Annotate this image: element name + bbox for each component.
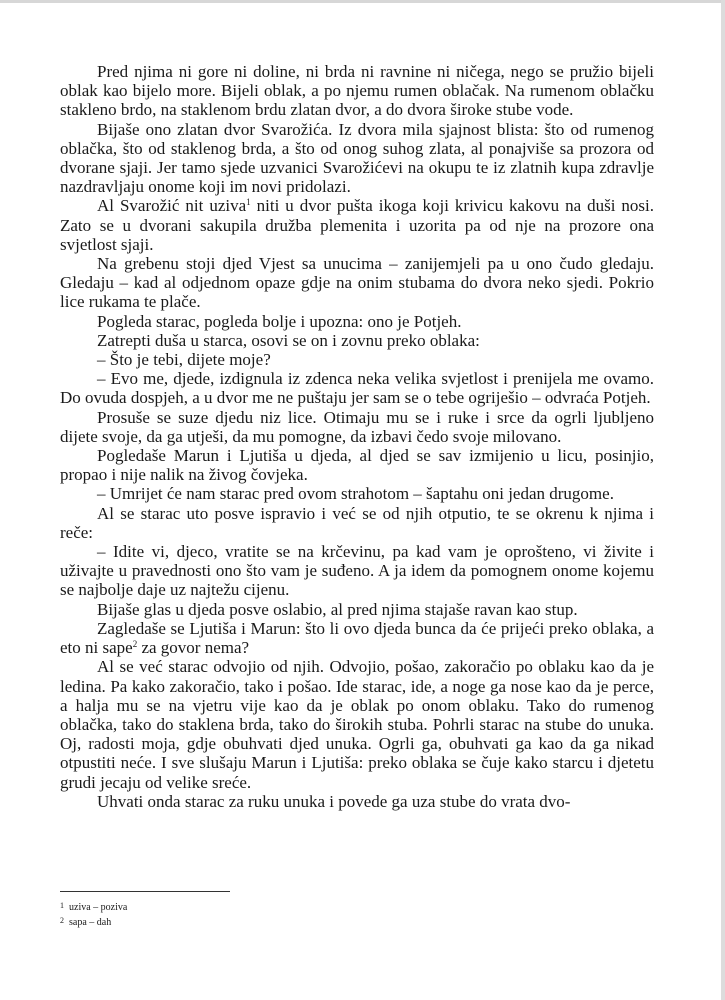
paragraph: Prosuše se suze djedu niz lice. Otimaju mu se i ruke i srce da ogrli ljubljeno dijete svoje, da ga utješi, da mu pomogne, da izbavi čedo svoje milovano.	[60, 407, 654, 446]
footnotes	[60, 899, 127, 929]
scan-edge-right	[721, 0, 725, 1000]
footnote-divider	[60, 891, 230, 892]
paragraph: Al Svarožić nit uziva$^1$ niti u dvor pušta ikoga koji krivicu kakovu na duši nosi. Zato se u dvorani sakupila družba plemenita i uzorita pa od nje na prozore ona svjetlost sjaji.	[60, 196, 654, 254]
paragraph: Al se već starac odvojio od njih. Odvojio, pošao, zakoračio po oblaku kao da je ledina. Pa kako zakoračio, tako i pošao. Ide starac, ide, a noge ga nose kao da je perce, a halja mu se na vjetru vije kao da je oblak po onom oblaku. Tako do rumenog oblačka, tako do staklena brda, tako do širokih stuba. Pohrli starac na stube do unuka. Oj, radosti moja, gdje obuhvati djed unuka. Ogrli ga, obuhvati ga kao da ga nikad otpustiti neće. I sve slušaju Marun i Ljutiša: preko oblaka se čuje kako starcu i djetetu grudi jecaju od velike sreće.	[60, 657, 654, 792]
paragraph: Na grebenu stoji djed Vjest sa unucima – zanijemjeli pa u ono čudo gledaju. Gledaju – kad al odjednom opaze gdje na onim stubama do dvora neko sjedi. Pokrio lice rukama te plače.	[60, 254, 654, 312]
paragraph: Bijaše ono zlatan dvor Svarožića. Iz dvora mila sjajnost blista: što od rumenog oblačka, što od staklenog brda, a što od onog suhog zlata, al ponajviše sa prozora od dvorane sjaji. Jer tamo sjede uzvanici Svarožićevi na okupu te iz zlatnih kupa zdravlje nazdravljaju onome koji im novi pridolazi.	[60, 119, 654, 197]
paragraph: – Evo me, djede, izdignula iz zdenca neka velika svjetlost i prenijela me ovamo. Do ovuda dospjeh, a u dvor me ne puštaju jer sam se o tebe ogriješio – odvraća Potjeh.	[60, 369, 654, 408]
paragraph: Pogleda starac, pogleda bolje i upozna: ono je Potjeh.	[97, 311, 462, 331]
paragraph: Al se starac uto posve ispravio i već se od njih otputio, te se okrenu k njima i reče:	[60, 503, 654, 542]
paragraph: Zatrepti duša u starca, osovi se on i zovnu preko oblaka:	[97, 330, 480, 350]
paragraph: Uhvati onda starac za ruku unuka i povede ga uza stube do vrata dvo-	[97, 791, 571, 811]
paragraph: Pogledaše Marun i Ljutiša u djeda, al djed se sav izmijenio u licu, posinjio, propao i nije nalik na živog čovjeka.	[60, 446, 654, 485]
paragraph: Pred njima ni gore ni doline, ni brda ni ravnine ni ničega, nego se pružio bijeli oblak kao bijelo more. Bijeli oblak, a po njemu rumen oblačak. Na rumenom oblačku stakleno brdo, na staklenom brdu zlatan dvor, a do dvora široke stube vode.	[60, 62, 654, 120]
paragraph: – Što je tebi, dijete moje?	[97, 350, 271, 370]
footnote: 2 sapa – dah	[60, 916, 112, 928]
footnote: 1 uziva – poziva	[60, 901, 128, 913]
paragraph: – Umrijet će nam starac pred ovom strahotom – šaptahu oni jedan drugome.	[97, 484, 614, 504]
scan-edge-top	[0, 0, 725, 3]
footnote-ref: 2	[132, 639, 138, 650]
paragraph: – Idite vi, djeco, vratite se na krčevinu, pa kad vam je oprošteno, vi živite i uživajte u pravednosti ono što vam je suđeno. A ja idem da pomognem onome kojemu se najbolje daje uz najtežu cijenu.	[60, 542, 654, 600]
body-text	[60, 62, 654, 811]
footnote-ref: 1	[246, 197, 251, 208]
paragraph: Zagledaše se Ljutiša i Marun: što li ovo djeda bunca da će prijeći preko oblaka, a eto ni sape$^2$ za govor nema?	[60, 618, 654, 658]
paragraph: Bijaše glas u djeda posve oslabio, al pred njima stajaše ravan kao stup.	[97, 599, 578, 619]
